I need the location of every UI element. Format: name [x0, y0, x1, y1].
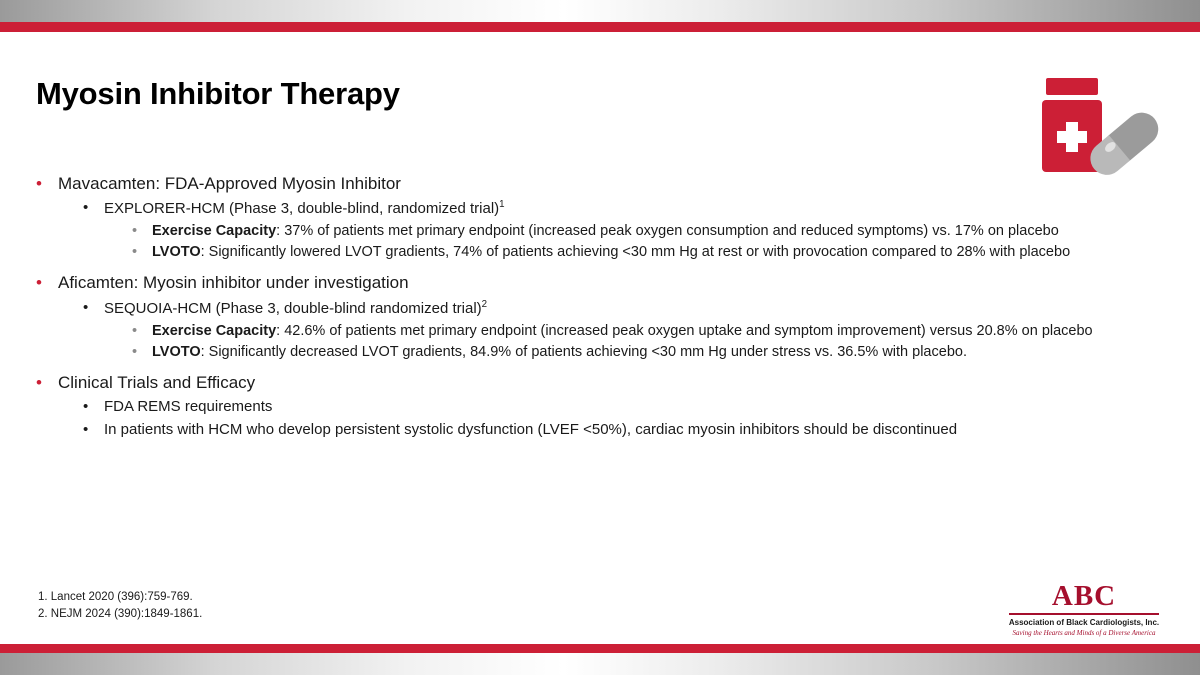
section-clinical-trials [28, 371, 1176, 441]
section-heading-text: Mavacamten: FDA-Approved Myosin Inhibitor [58, 174, 401, 193]
logo-acronym: ABC [1051, 580, 1117, 613]
section-subheading [28, 198, 1176, 220]
top-gradient-bar [0, 0, 1200, 22]
footnote-ref: 1 [499, 199, 505, 211]
page-title: Myosin Inhibitor Therapy [36, 76, 400, 111]
detail-point-text: : Significantly lowered LVOT gradients, 74% of patients achieving <30 mm Hg at rest or with provocation compared to 28% with placebo [200, 244, 1071, 261]
bullet-icon: • [83, 199, 89, 217]
detail-point-text: : 42.6% of patients met primary endpoint (increased peak oxygen uptake and symptom improvement) versus 20.8% on placebo [276, 322, 1093, 339]
detail-point [28, 222, 1176, 241]
footnote-1: 1. Lancet 2020 (396):759-769. [38, 590, 193, 603]
slide-body [28, 172, 1176, 450]
section-subheading [28, 298, 1176, 320]
bullet-icon: • [132, 223, 138, 240]
section-aficamten [28, 271, 1176, 361]
section-subheading-text: SEQUOIA-HCM (Phase 3, double-blind randomized trial) [104, 299, 482, 317]
bullet-icon: • [132, 322, 138, 339]
list-item [28, 397, 1176, 418]
footnote-2: 2. NEJM 2024 (390):1849-1861. [38, 607, 203, 620]
section-heading-text: Clinical Trials and Efficacy [58, 372, 256, 392]
detail-point-label: LVOTO [152, 343, 201, 360]
abc-logo [1004, 582, 1164, 637]
bottom-accent-bar [0, 644, 1200, 653]
section-heading [28, 172, 1176, 195]
bullet-icon: • [36, 174, 42, 193]
list-item-text: FDA REMS requirements [104, 398, 273, 416]
section-heading [28, 371, 1176, 394]
detail-point [28, 243, 1176, 262]
logo-org-name: Association of Black Cardiologists, Inc. [1008, 618, 1160, 628]
list-item-text: In patients with HCM who develop persistent systolic dysfunction (LVEF <50%), cardiac myosin inhibitors should be discontinued [104, 420, 958, 438]
list-item [28, 420, 1176, 441]
logo-divider [1009, 613, 1159, 615]
detail-point-label: Exercise Capacity [152, 223, 277, 240]
footnote-ref: 2 [481, 298, 488, 310]
bullet-icon: • [83, 398, 89, 416]
detail-point-label: LVOTO [152, 244, 201, 261]
footnotes [38, 589, 202, 624]
bullet-icon: • [83, 420, 89, 438]
bullet-icon: • [36, 273, 42, 293]
detail-point-text: : 37% of patients met primary endpoint (increased peak oxygen consumption and reduced symptoms) vs. 17% on placebo [276, 223, 1059, 240]
bottom-gradient-bar [0, 653, 1200, 675]
section-heading [28, 271, 1176, 294]
section-mavacamten [28, 172, 1176, 262]
logo-tagline: Saving the Hearts and Minds of a Diverse America [1012, 628, 1156, 637]
bullet-icon: • [132, 244, 138, 261]
bullet-icon: • [83, 298, 89, 316]
detail-point-label: Exercise Capacity [152, 322, 277, 339]
bullet-icon: • [36, 372, 42, 392]
pill-bottle-and-capsule-icon [1040, 78, 1160, 183]
detail-point [28, 343, 1176, 362]
detail-point-text: : Significantly decreased LVOT gradients, 84.9% of patients achieving <30 mm Hg under stress vs. 36.5% with placebo. [200, 343, 967, 360]
detail-point [28, 322, 1176, 341]
section-heading-text: Aficamten: Myosin inhibitor under investigation [58, 273, 409, 293]
bullet-icon: • [132, 343, 138, 360]
section-subheading-text: EXPLORER-HCM (Phase 3, double-blind, randomized trial) [104, 200, 500, 218]
top-accent-bar [0, 22, 1200, 32]
